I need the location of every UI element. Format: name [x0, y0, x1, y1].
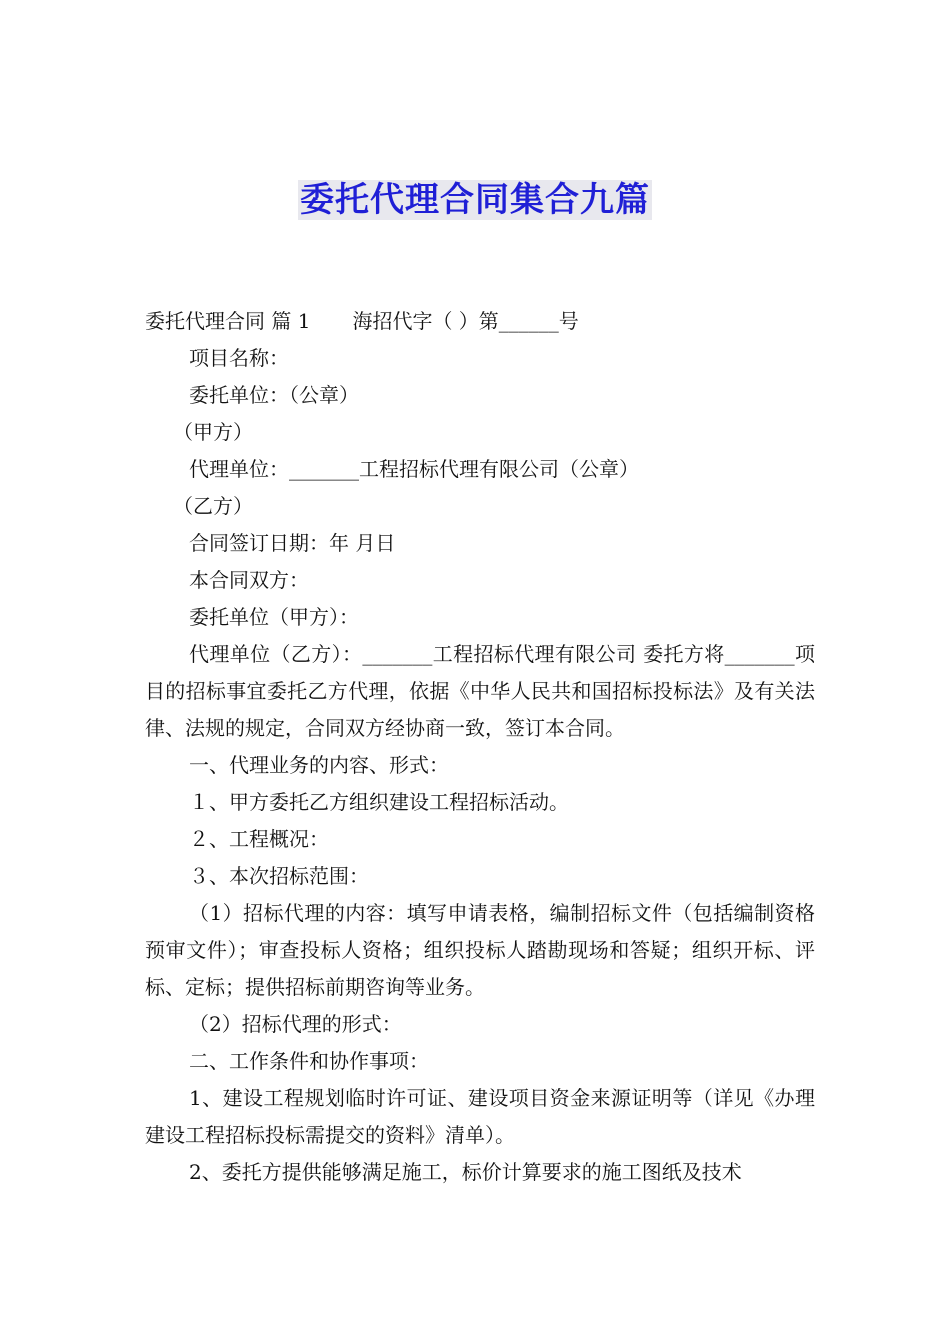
- line-client: 委托单位：（公章）: [189, 383, 359, 407]
- line-agent: 代理单位：_______工程招标代理有限公司（公章）: [189, 457, 639, 481]
- item-1: １、甲方委托乙方组织建设工程招标活动。: [189, 790, 569, 814]
- line-sign-date: 合同签订日期：年 月日: [189, 531, 396, 555]
- line-party-b: （乙方）: [173, 494, 253, 518]
- item-2: ２、工程概况：: [189, 827, 329, 851]
- section-2-heading: 二、工作条件和协作事项：: [189, 1049, 429, 1073]
- line-party-a: （甲方）: [173, 420, 253, 444]
- item-3: ３、本次招标范围：: [189, 864, 369, 888]
- paragraph-conditions-1: 1、建设工程规划临时许可证、建设项目资金来源证明等（详见《办理建设工程招标投标需提交的资料》清单）。: [145, 1086, 815, 1147]
- heading-right: 海招代字（ ）第______号: [352, 309, 579, 333]
- item-4: （2）招标代理的形式：: [189, 1012, 402, 1036]
- paragraph-agent: 代理单位（乙方）：_______工程招标代理有限公司 委托方将_______项目的招标事宜委托乙方代理，依据《中华人民共和国招标投标法》及有关法律、法规的规定，合同双方经协商一致，签订本合同。: [145, 642, 815, 740]
- section-1-heading: 一、代理业务的内容、形式：: [189, 753, 449, 777]
- heading-left: 委托代理合同 篇 1: [145, 309, 311, 333]
- line-project-name: 项目名称：: [189, 346, 289, 370]
- heading-line: [145, 303, 815, 340]
- document-title: [0, 178, 950, 222]
- paragraph-scope: （1）招标代理的内容：填写申请表格，编制招标文件（包括编制资格预审文件）；审查投标人资格；组织投标人踏勘现场和答疑；组织开标、评标、定标；提供招标前期咨询等业务。: [145, 901, 815, 999]
- document-body: [145, 303, 815, 1191]
- paragraph-conditions-2: 2、委托方提供能够满足施工，标价计算要求的施工图纸及技术: [189, 1160, 742, 1184]
- line-client-a: 委托单位（甲方）：: [189, 605, 359, 629]
- line-parties: 本合同双方：: [189, 568, 309, 592]
- document-title-text: 委托代理合同集合九篇: [300, 180, 650, 220]
